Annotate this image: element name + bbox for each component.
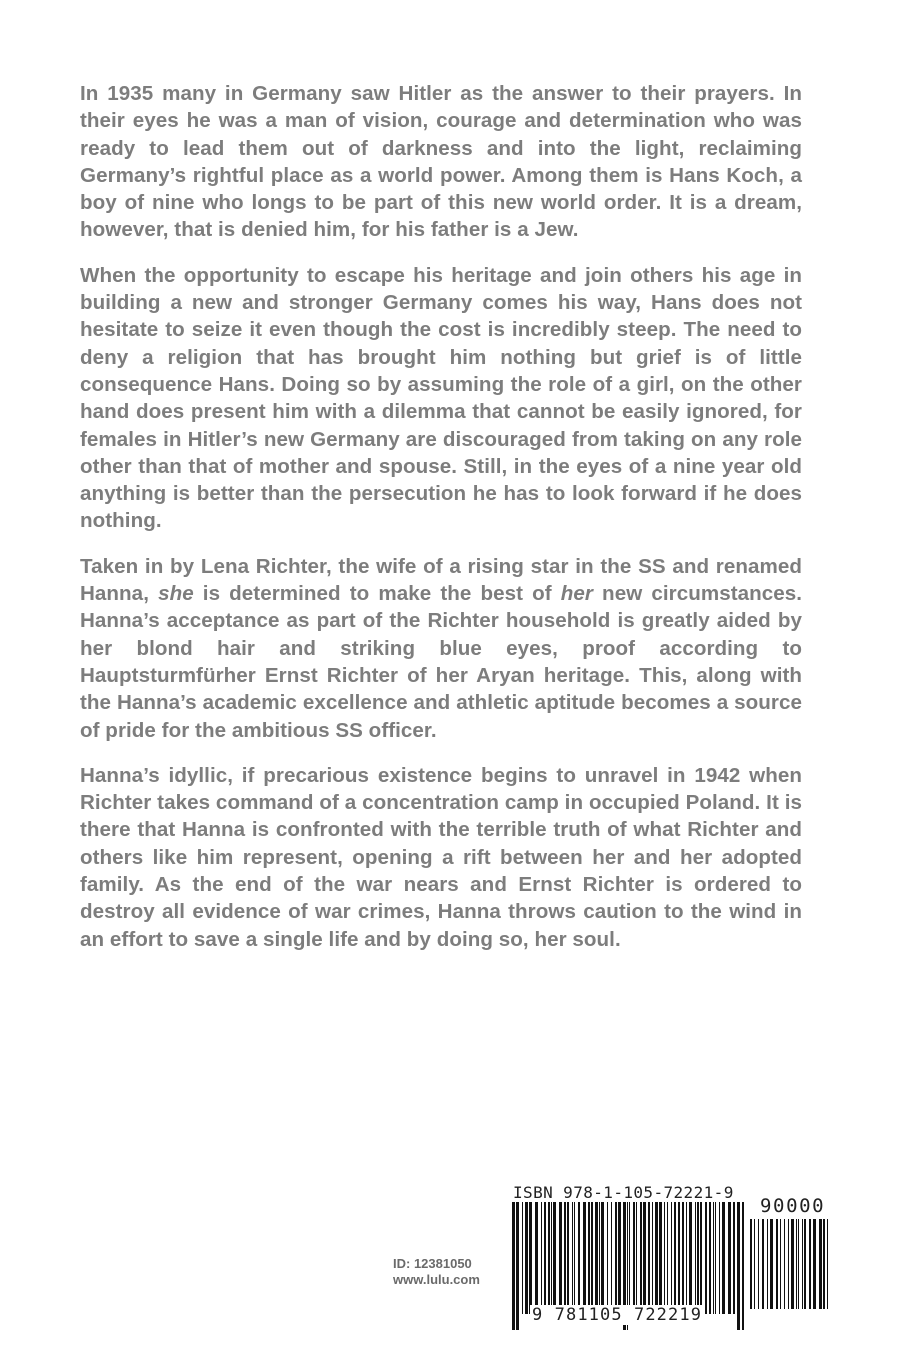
- barcode-bar: [804, 1219, 806, 1309]
- addon-barcode: [748, 1219, 832, 1325]
- barcode-bar: [548, 1202, 550, 1314]
- blurb-paragraph-3-part-2: is determined to make the best of: [193, 582, 561, 606]
- barcode-bar: [664, 1202, 665, 1314]
- isbn-label: ISBN 978-1-105-72221-9: [513, 1183, 734, 1202]
- barcode-bar: [780, 1219, 781, 1309]
- barcode-bar: [737, 1202, 740, 1330]
- barcode-bar: [643, 1202, 646, 1314]
- barcode-bar: [705, 1202, 707, 1314]
- barcode-bar: [601, 1202, 604, 1314]
- barcode-bar: [697, 1202, 699, 1314]
- barcode-bar: [522, 1202, 523, 1314]
- blurb-paragraph-4: Hanna’s idyllic, if precarious existence begins to unravel in 1942 when Richter takes command of a concentration camp in occupied Poland. It is there that Hanna is confronted with the terrible truth of what Richter and others like him represent, opening a rift between her and her adopted family. As the end of the war nears and Ernst Richter is ordered to destroy all evidence of war crimes, Hanna throws caution to the wind in an effort to save a single life and by doing so, her soul.: [80, 763, 802, 951]
- barcode-bar: [595, 1202, 598, 1314]
- barcode-bar: [618, 1202, 621, 1314]
- barcode-bar: [667, 1202, 668, 1314]
- barcode-bar: [583, 1202, 586, 1314]
- blurb-paragraph-3: [80, 553, 802, 744]
- barcode-bar: [796, 1219, 797, 1309]
- barcode-bar: [615, 1202, 617, 1314]
- barcode-bar: [686, 1202, 687, 1314]
- barcode-bar: [742, 1202, 744, 1330]
- publisher-url: www.lulu.com: [393, 1272, 480, 1287]
- barcode-bar: [695, 1202, 696, 1314]
- barcode-bar: [798, 1219, 799, 1309]
- barcode-bar: [648, 1202, 650, 1314]
- barcode-bar: [809, 1219, 811, 1309]
- barcode-bar: [678, 1202, 680, 1314]
- barcode-bar: [762, 1219, 764, 1309]
- barcode-bar: [541, 1202, 542, 1314]
- barcode-bar: [578, 1202, 580, 1314]
- barcode-bar: [767, 1219, 768, 1309]
- barcode-bar: [567, 1202, 569, 1314]
- barcode-addon-price: 90000: [760, 1195, 826, 1217]
- barcode-bar: [655, 1202, 658, 1314]
- barcode-bar: [633, 1202, 635, 1314]
- barcode-bar: [516, 1202, 519, 1330]
- barcode-bar: [553, 1202, 556, 1314]
- back-cover-blurb: [80, 80, 802, 953]
- blurb-paragraph-2: When the opportunity to escape his heritage and join others his age in building a new and stronger Germany comes his way, Hans does not hesitate to seize it even though the cost is incredibly steep. The need to deny a religion that has brought him nothing but grief is of little consequence Hans. Doing so by assuming the role of a girl, on the other hand does present him with a dilemma that cannot be easily ignored, for females in Hitler’s new Germany are discouraged from taking on any role other than that of mother and spouse. Still, in the eyes of a nine year old anything is better than the persecution he has to look forward if he does nothing.: [80, 263, 802, 533]
- barcode-bar: [750, 1219, 752, 1309]
- barcode-bar: [813, 1219, 816, 1309]
- barcode-bar: [629, 1202, 630, 1314]
- barcode-bar: [572, 1202, 573, 1314]
- barcode-bar: [544, 1202, 546, 1314]
- barcode-bar: [713, 1202, 714, 1314]
- barcode-bar: [611, 1202, 612, 1314]
- publisher-id: ID: 12381050: [393, 1256, 472, 1271]
- barcode-bar: [689, 1202, 692, 1314]
- barcode-bar: [823, 1219, 825, 1309]
- barcode-bar: [791, 1219, 794, 1309]
- barcode-bar: [754, 1219, 755, 1309]
- barcode-bar: [709, 1202, 711, 1314]
- barcode-bar: [682, 1202, 684, 1314]
- barcode-bar: [652, 1202, 653, 1314]
- barcode-bar: [758, 1219, 759, 1309]
- barcode-bar: [551, 1202, 552, 1314]
- barcode-bar: [529, 1202, 532, 1314]
- barcode-bar: [607, 1202, 608, 1314]
- barcode-bar: [827, 1219, 828, 1309]
- barcode-bar: [574, 1202, 575, 1314]
- barcode-bar: [784, 1219, 785, 1309]
- ean-digits: 9 781105 722219: [532, 1305, 703, 1325]
- publisher-info: [393, 1256, 480, 1288]
- barcode-bar: [819, 1219, 822, 1309]
- barcode-bar: [715, 1202, 716, 1314]
- blurb-paragraph-1: In 1935 many in Germany saw Hitler as the answer to their prayers. In their eyes he was a man of vision, courage and determination who was ready to lead them out of darkness and into the light, reclaiming Germany’s rightful place as a world power. Among them is Hans Koch, a boy of nine who longs to be part of this new world order. It is a dream, however, that is denied him, for his father is a Jew.: [80, 82, 802, 242]
- barcode-bar: [722, 1202, 725, 1314]
- barcode-bar: [776, 1219, 778, 1309]
- barcode-bar: [525, 1202, 528, 1314]
- barcode-bar: [802, 1219, 803, 1309]
- barcode-bar: [599, 1202, 600, 1314]
- blurb-paragraph-3-part-3: new circumstances. Hanna’s acceptance as part of the Richter household is greatly aided by her blond hair and striking blue eyes, proof according to Hauptsturmfürher Ernst Richter of her Aryan heritage. This, along with the Hanna’s academic excellence and athletic aptitude becomes a source of pride for the ambitious SS officer.: [80, 582, 803, 742]
- blurb-paragraph-3-emphasis-she: she: [158, 582, 194, 606]
- barcode-bar: [728, 1202, 731, 1314]
- barcode-bar: [659, 1202, 662, 1314]
- barcode-bar: [671, 1202, 672, 1314]
- barcode-bar: [564, 1202, 566, 1314]
- barcode-bar: [788, 1219, 789, 1309]
- blurb-paragraph-3-emphasis-her: her: [560, 582, 593, 606]
- barcode-bar: [700, 1202, 702, 1314]
- blurb-paragraph-3-part-1: Taken in by Lena Richter, the wife of a rising star in the SS and renamed Hanna,: [80, 554, 802, 606]
- barcode-bar: [636, 1202, 637, 1314]
- barcode-bar: [588, 1202, 590, 1314]
- barcode-bar: [770, 1219, 773, 1309]
- barcode-bar: [733, 1202, 735, 1314]
- barcode-bar: [591, 1202, 593, 1314]
- barcode-bar: [640, 1202, 642, 1314]
- barcode-bar: [674, 1202, 676, 1314]
- barcode-bar: [512, 1202, 515, 1330]
- barcode-bar: [535, 1202, 538, 1314]
- barcode-bar: [719, 1202, 720, 1314]
- barcode-bar: [559, 1202, 562, 1314]
